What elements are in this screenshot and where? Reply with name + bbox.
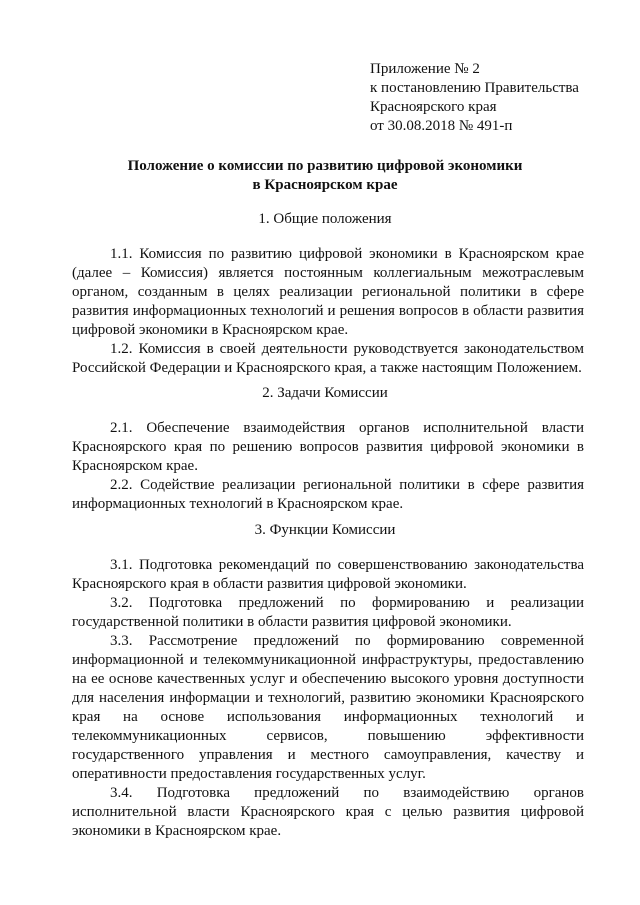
paragraph: 3.4. Подготовка предложений по взаимодействию органов исполнительной власти Красноярского края с целью развития цифровой экономики в Красноярском крае. — [72, 785, 584, 839]
appendix-line: Красноярского края — [370, 99, 497, 115]
section-heading-general: 1. Общие положения — [258, 211, 392, 227]
section-tasks-body — [72, 419, 584, 514]
appendix-line: Приложение № 2 — [370, 61, 480, 77]
section-functions-body — [72, 556, 584, 841]
document-title — [60, 157, 590, 195]
title-line: Положение о комиссии по развитию цифровой экономики — [127, 158, 523, 174]
section-heading-tasks: 2. Задачи Комиссии — [262, 385, 388, 401]
section-general-body — [72, 245, 584, 378]
paragraph: 3.1. Подготовка рекомендаций по совершенствованию законодательства Красноярского края в области развития цифровой экономики. — [72, 557, 584, 592]
appendix-line: от 30.08.2018 № 491-п — [370, 118, 513, 134]
paragraph: 3.2. Подготовка предложений по формированию и реализации государственной политики в области развития цифровой экономики. — [72, 595, 584, 630]
section-heading-functions: 3. Функции Комиссии — [254, 522, 396, 538]
paragraph: 2.1. Обеспечение взаимодействия органов исполнительной власти Красноярского края по решению вопросов развития цифровой экономики в Красноярском крае. — [72, 420, 584, 474]
title-line: в Красноярском крае — [252, 177, 398, 193]
appendix-line: к постановлению Правительства — [370, 80, 579, 96]
appendix-note — [370, 60, 620, 136]
paragraph: 3.3. Рассмотрение предложений по формированию современной информационной и телекоммуникационной инфраструктуры, предоставлению на ее основе качественных услуг и обеспечению высокого уровня доступности для населения информации и технологий, развитию экономики Красноярского края на основе использования информационных технологий и телекоммуникационных сервисов, повышению эффективности государственного управления и местного самоуправления, качеству и оперативности предоставления государственных услуг. — [72, 633, 584, 782]
paragraph: 1.2. Комиссия в своей деятельности руководствуется законодательством Российской Федерации и Красноярского края, а также настоящим Положением. — [72, 341, 584, 376]
paragraph: 1.1. Комиссия по развитию цифровой экономики в Красноярском крае (далее – Комиссия) является постоянным коллегиальным межотраслевым органом, созданным в целях реализации региональной политики в сфере развития информационных технологий и решения вопросов в области развития цифровой экономики в Красноярском крае. — [72, 246, 584, 338]
paragraph: 2.2. Содействие реализации региональной политики в сфере развития информационных технологий в Красноярском крае. — [72, 477, 584, 512]
